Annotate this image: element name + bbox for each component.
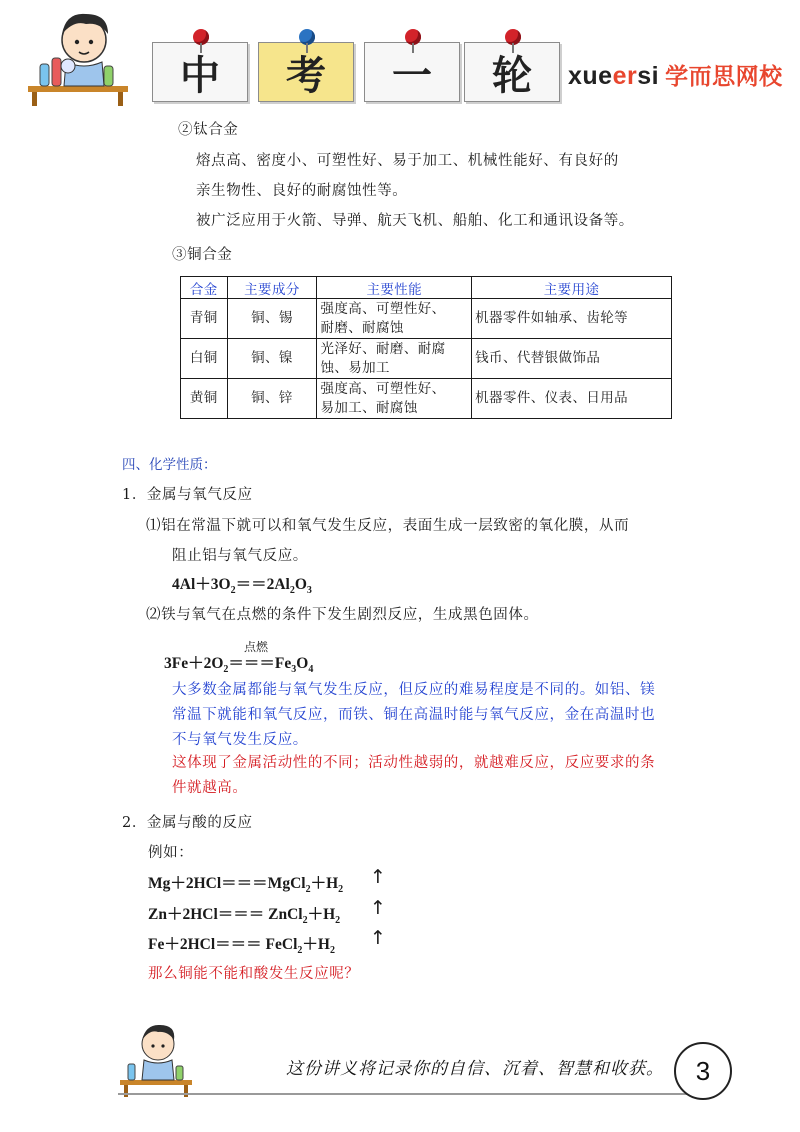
- push-pin-icon: [405, 29, 421, 45]
- subsection-heading: 2．金属与酸的反应: [122, 815, 253, 831]
- table-cell: 铜、锡: [227, 299, 317, 339]
- column-header: 主要用途: [472, 277, 672, 299]
- gas-arrow-icon: ↑: [370, 897, 386, 919]
- table-cell: 铜、锌: [227, 379, 317, 419]
- table-cell: 黄铜: [181, 379, 228, 419]
- titanium-text-line: 熔点高、密度小、可塑性好、易于加工、机械性能好、有良好的: [196, 153, 619, 169]
- table-cell: 青铜: [181, 299, 228, 339]
- chemical-equation: $Zn+2HCl=== ZnCl_2+H_2$: [148, 906, 341, 927]
- reaction-condition: 点燃: [244, 640, 269, 654]
- table-cell: 钱币、代替银做饰品: [472, 339, 672, 379]
- copper-alloy-table: [180, 276, 672, 419]
- gas-arrow-icon: ↑: [370, 866, 386, 888]
- note-text-red: 这体现了金属活动性的不同；活动性越弱的，就越难反应，反应要求的条: [172, 755, 656, 771]
- title-tile-3: 一: [364, 42, 460, 102]
- page-number: 3: [674, 1042, 732, 1100]
- scientist-mascot-illustration: [116, 1020, 196, 1098]
- column-header: 主要性能: [317, 277, 472, 299]
- table-header-row: [181, 277, 672, 299]
- title-tile-4: 轮: [464, 42, 560, 102]
- table-cell: 白铜: [181, 339, 228, 379]
- brand-logo: xueersi 学而思网校: [568, 62, 783, 90]
- footer-divider: [118, 1093, 698, 1095]
- question-text: 那么铜能不能和酸发生反应呢？: [148, 966, 360, 982]
- footer-slogan: 这份讲义将记录你的自信、沉着、智慧和收获。: [286, 1059, 664, 1079]
- section-heading: 四、化学性质：: [122, 457, 217, 473]
- table-cell: 强度高、可塑性好、 耐磨、耐腐蚀: [317, 299, 472, 339]
- table-row: [181, 299, 672, 339]
- chemical-equation: $Mg+2HCl===MgCl_2+H_2$: [148, 875, 344, 896]
- title-tile-2: 考: [258, 42, 354, 102]
- table-cell: 机器零件如轴承、齿轮等: [472, 299, 672, 339]
- note-text-blue: 大多数金属都能与氧气发生反应，但反应的难易程度是不同的。如铝、镁: [172, 682, 656, 698]
- chemical-equation: $4Al+3O_2==2Al_2O_3$: [172, 576, 312, 597]
- body-text-line: ⑵铁与氧气在点燃的条件下发生剧烈反应，生成黑色固体。: [146, 607, 539, 623]
- gas-arrow-icon: ↑: [370, 927, 386, 949]
- table-row: [181, 339, 672, 379]
- table-row: [181, 379, 672, 419]
- body-text-line: ⑴铝在常温下就可以和氧气发生反应，表面生成一层致密的氧化膜，从而: [146, 518, 630, 534]
- copper-alloy-heading: ③铜合金: [172, 247, 233, 263]
- title-tile-1: 中: [152, 42, 248, 102]
- push-pin-icon: [505, 29, 521, 45]
- column-header: 主要成分: [227, 277, 317, 299]
- body-text-line: 阻止铝与氧气反应。: [172, 548, 308, 564]
- push-pin-icon: [299, 29, 315, 45]
- note-text-red: 件就越高。: [172, 780, 248, 796]
- table-cell: 铜、镍: [227, 339, 317, 379]
- chemical-equation: $Fe+2HCl=== FeCl_2+H_2$: [148, 936, 335, 957]
- titanium-text-line: 被广泛应用于火箭、导弹、航天飞机、船舶、化工和通讯设备等。: [196, 213, 634, 229]
- scientist-mascot-illustration: [22, 8, 134, 108]
- titanium-alloy-heading: ②钛合金: [178, 122, 239, 138]
- chemical-equation: $3Fe+2O_2===Fe_3O_4$: [164, 655, 314, 676]
- note-text-blue: 常温下就能和氧气反应，而铁、铜在高温时能与氧气反应，金在高温时也: [172, 707, 656, 723]
- push-pin-icon: [193, 29, 209, 45]
- titanium-text-line: 亲生物性、良好的耐腐蚀性等。: [196, 183, 408, 199]
- example-label: 例如：: [148, 845, 194, 861]
- table-cell: 光泽好、耐磨、耐腐 蚀、易加工: [317, 339, 472, 379]
- page-header: [0, 0, 800, 110]
- subsection-heading: 1．金属与氧气反应: [122, 487, 253, 503]
- note-text-blue: 不与氧气发生反应。: [172, 732, 308, 748]
- table-cell: 强度高、可塑性好、 易加工、耐腐蚀: [317, 379, 472, 419]
- column-header: 合金: [181, 277, 228, 299]
- table-cell: 机器零件、仪表、日用品: [472, 379, 672, 419]
